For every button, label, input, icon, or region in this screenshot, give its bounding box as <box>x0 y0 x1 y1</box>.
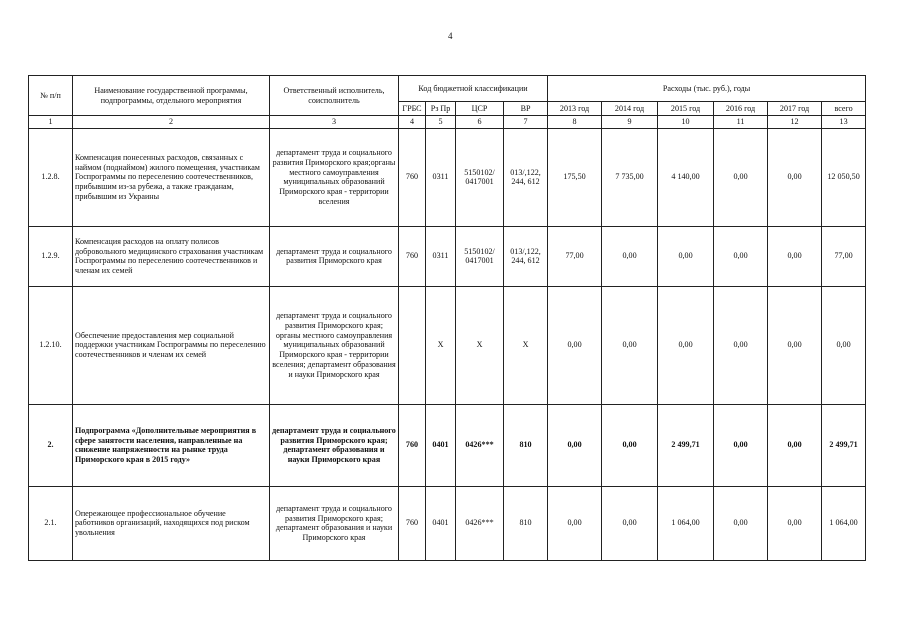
row-responsible: департамент труда и социального развития Приморского края;органы местного самоуправления муниципальных образований Приморского края - территории вселения <box>270 128 399 226</box>
row-2016: 0,00 <box>714 486 768 560</box>
row-2017: 0,00 <box>768 486 822 560</box>
header-responsible: Ответственный исполнитель, соисполнитель <box>270 76 399 116</box>
header-2013: 2013 год <box>548 102 602 116</box>
row-2013: 175,50 <box>548 128 602 226</box>
row-num: 2. <box>29 404 73 486</box>
header-row-main <box>29 76 866 102</box>
row-name: Обеспечение предоставления мер социальной поддержки участникам Госпрограммы по переселению соотечественников и членам их семей <box>73 286 270 404</box>
row-2015: 0,00 <box>658 226 714 286</box>
row-2013: 0,00 <box>548 486 602 560</box>
row-vr: 013/,122, 244, 612 <box>504 128 548 226</box>
index-cell: 3 <box>270 116 399 129</box>
row-total: 77,00 <box>822 226 866 286</box>
row-2014: 0,00 <box>602 486 658 560</box>
row-responsible: департамент труда и социального развития Приморского края; департамент образования и науки Приморского края <box>270 486 399 560</box>
row-num: 2.1. <box>29 486 73 560</box>
index-cell: 10 <box>658 116 714 129</box>
row-vr: X <box>504 286 548 404</box>
row-total: 0,00 <box>822 286 866 404</box>
header-2016: 2016 год <box>714 102 768 116</box>
row-total: 12 050,50 <box>822 128 866 226</box>
row-2013: 77,00 <box>548 226 602 286</box>
row-grbs <box>399 286 426 404</box>
row-2016: 0,00 <box>714 404 768 486</box>
row-2015: 2 499,71 <box>658 404 714 486</box>
row-2015: 0,00 <box>658 286 714 404</box>
table-row <box>29 486 866 560</box>
index-cell: 11 <box>714 116 768 129</box>
index-cell: 7 <box>504 116 548 129</box>
index-cell: 13 <box>822 116 866 129</box>
row-rzpr: 0401 <box>426 404 456 486</box>
row-grbs: 760 <box>399 486 426 560</box>
index-cell: 12 <box>768 116 822 129</box>
row-name: Опережающее профессиональное обучение работников организаций, находящихся под риском увольнения <box>73 486 270 560</box>
index-cell: 1 <box>29 116 73 129</box>
row-2015: 4 140,00 <box>658 128 714 226</box>
row-responsible: департамент труда и социального развития Приморского края; органы местного самоуправления муниципальных образований Приморского края - территории вселения; департамент образования и науки Приморского края <box>270 286 399 404</box>
row-grbs: 760 <box>399 226 426 286</box>
row-vr: 810 <box>504 486 548 560</box>
index-cell: 9 <box>602 116 658 129</box>
row-csr: 5150102/ 0417001 <box>456 226 504 286</box>
header-2015: 2015 год <box>658 102 714 116</box>
row-vr: 810 <box>504 404 548 486</box>
index-cell: 8 <box>548 116 602 129</box>
table-row <box>29 128 866 226</box>
header-row-index <box>29 116 866 129</box>
header-budget-code: Код бюджетной классификации <box>399 76 548 102</box>
row-num: 1.2.9. <box>29 226 73 286</box>
row-responsible: департамент труда и социального развития Приморского края <box>270 226 399 286</box>
header-name: Наименование государственной программы, подпрограммы, отдельного мероприятия <box>73 76 270 116</box>
row-grbs: 760 <box>399 128 426 226</box>
row-csr: 0426*** <box>456 404 504 486</box>
row-2017: 0,00 <box>768 286 822 404</box>
row-rzpr: X <box>426 286 456 404</box>
row-2014: 0,00 <box>602 226 658 286</box>
table-row <box>29 226 866 286</box>
row-grbs: 760 <box>399 404 426 486</box>
header-total: всего <box>822 102 866 116</box>
header-2014: 2014 год <box>602 102 658 116</box>
row-num: 1.2.10. <box>29 286 73 404</box>
row-total: 2 499,71 <box>822 404 866 486</box>
row-vr: 013/,122, 244, 612 <box>504 226 548 286</box>
header-2017: 2017 год <box>768 102 822 116</box>
row-rzpr: 0311 <box>426 128 456 226</box>
row-2014: 0,00 <box>602 404 658 486</box>
row-2017: 0,00 <box>768 404 822 486</box>
row-name: Подпрограмма «Дополнительные мероприятия в сфере занятости населения, направленные на снижение напряженности на рынке труда Приморского края в 2015 году» <box>73 404 270 486</box>
table-row <box>29 404 866 486</box>
row-2016: 0,00 <box>714 226 768 286</box>
header-vr: ВР <box>504 102 548 116</box>
row-2016: 0,00 <box>714 286 768 404</box>
row-name: Компенсация расходов на оплату полисов добровольного медицинского страхования участникам Госпрограммы по переселению соотечественников и членам их семей <box>73 226 270 286</box>
row-rzpr: 0311 <box>426 226 456 286</box>
row-num: 1.2.8. <box>29 128 73 226</box>
row-2016: 0,00 <box>714 128 768 226</box>
row-2014: 0,00 <box>602 286 658 404</box>
row-total: 1 064,00 <box>822 486 866 560</box>
row-2013: 0,00 <box>548 286 602 404</box>
row-2014: 7 735,00 <box>602 128 658 226</box>
row-responsible: департамент труда и социального развития Приморского края; департамент образования и науки Приморского края <box>270 404 399 486</box>
header-grbs: ГРБС <box>399 102 426 116</box>
row-csr: 5150102/ 0417001 <box>456 128 504 226</box>
row-name: Компенсация понесенных расходов, связанных с наймом (поднаймом) жилого помещения, участникам Госпрограммы по переселению соотечественников, прибывшим из-за рубежа, а также гражданам, прибывшим из Украины <box>73 128 270 226</box>
budget-table <box>28 75 866 561</box>
table-row <box>29 286 866 404</box>
row-2017: 0,00 <box>768 226 822 286</box>
header-num: № п/п <box>29 76 73 116</box>
row-csr: X <box>456 286 504 404</box>
index-cell: 5 <box>426 116 456 129</box>
page-number: 4 <box>448 31 453 41</box>
header-rzpr: Рз Пр <box>426 102 456 116</box>
index-cell: 4 <box>399 116 426 129</box>
index-cell: 6 <box>456 116 504 129</box>
row-rzpr: 0401 <box>426 486 456 560</box>
row-csr: 0426*** <box>456 486 504 560</box>
row-2015: 1 064,00 <box>658 486 714 560</box>
index-cell: 2 <box>73 116 270 129</box>
header-expenses: Расходы (тыс. руб.), годы <box>548 76 866 102</box>
header-csr: ЦСР <box>456 102 504 116</box>
row-2013: 0,00 <box>548 404 602 486</box>
row-2017: 0,00 <box>768 128 822 226</box>
